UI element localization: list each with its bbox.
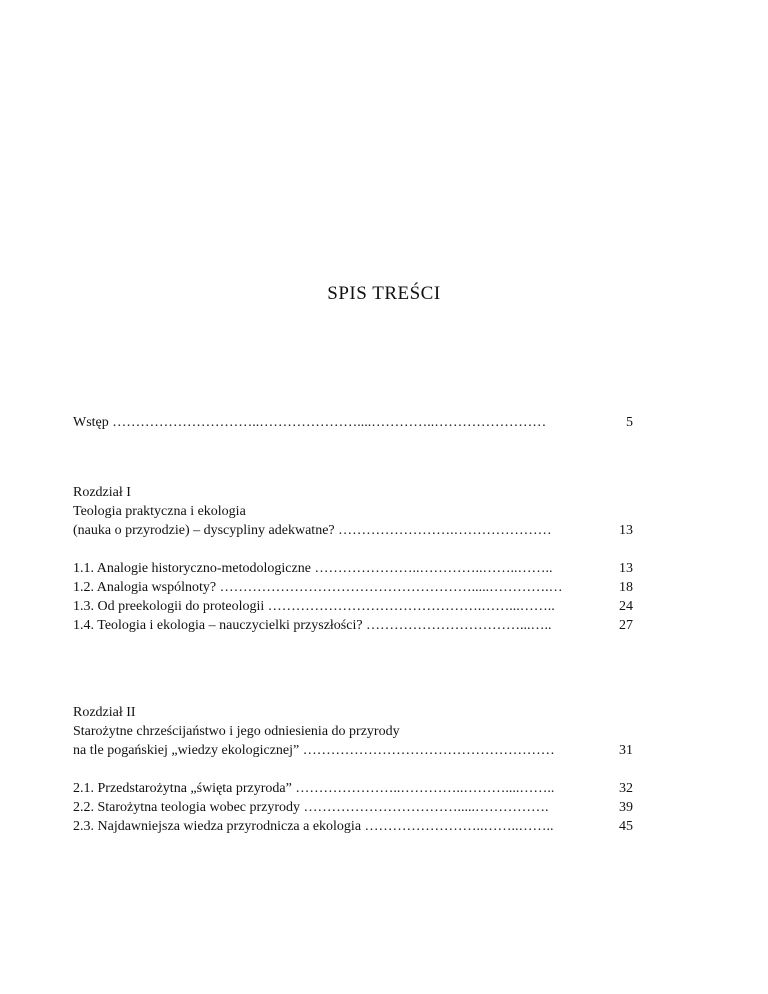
toc-entry-section[interactable] <box>73 597 633 616</box>
toc-page-number: 5 <box>626 415 633 430</box>
toc-page-number: 24 <box>619 599 633 614</box>
toc-entry-chapter[interactable] <box>73 741 633 760</box>
toc-entry-section[interactable] <box>73 616 633 635</box>
toc-entry-text: na tle pogańskiej „wiedzy ekologicznej” ……………………………………………… <box>73 743 555 758</box>
toc-entry-intro[interactable] <box>73 413 633 432</box>
toc-entry-text: (nauka o przyrodzie) – dyscypliny adekwatne? …………………….………………… <box>73 523 552 538</box>
chapter-label: Rozdział I <box>73 485 131 500</box>
toc-entry-section[interactable] <box>73 817 633 836</box>
toc-entry-chapter[interactable] <box>73 521 633 540</box>
toc-entry-text: 2.1. Przedstarożytna „święta przyroda” …………………..…………..………....…….. <box>73 781 555 796</box>
chapter-heading: Teologia praktyczna i ekologia <box>73 504 246 519</box>
toc-entry-text: 2.3. Najdawniejsza wiedza przyrodnicza a ekologia ……………………..……..…….. <box>73 819 554 834</box>
toc-entry-section[interactable] <box>73 779 633 798</box>
toc-entry-text: 1.4. Teologia i ekologia – nauczycielki przyszłości? ……………………………...….. <box>73 618 552 633</box>
toc-page-number: 27 <box>619 618 633 633</box>
toc-entry-text: Wstęp …………………………..…………………....…………..…………………… <box>73 415 547 430</box>
toc-page-number: 18 <box>619 580 633 595</box>
toc-entry-text: 1.1. Analogie historyczno-metodologiczne …………………..…………..……..…….. <box>73 561 553 576</box>
toc-entry-text: 1.2. Analogia wspólnoty? ……………………………………………….....………….… <box>73 580 563 595</box>
toc-entry-section[interactable] <box>73 578 633 597</box>
page-title: SPIS TREŚCI <box>327 283 441 304</box>
toc-entry-text: 2.2. Starożytna teologia wobec przyrody …………………………….....……………. <box>73 800 549 815</box>
toc-page-number: 13 <box>619 523 633 538</box>
chapter-heading: Starożytne chrześcijaństwo i jego odniesienia do przyrody <box>73 724 400 739</box>
chapter-label: Rozdział II <box>73 705 136 720</box>
toc-entry-section[interactable] <box>73 559 633 578</box>
toc-page-number: 32 <box>619 781 633 796</box>
toc-entry-text: 1.3. Od preekologii do proteologii ……………………………………….……...…….. <box>73 599 555 614</box>
toc-page-number: 13 <box>619 561 633 576</box>
toc-page-number: 31 <box>619 743 633 758</box>
toc-page-number: 45 <box>619 819 633 834</box>
toc-page-number: 39 <box>619 800 633 815</box>
toc-entry-section[interactable] <box>73 798 633 817</box>
